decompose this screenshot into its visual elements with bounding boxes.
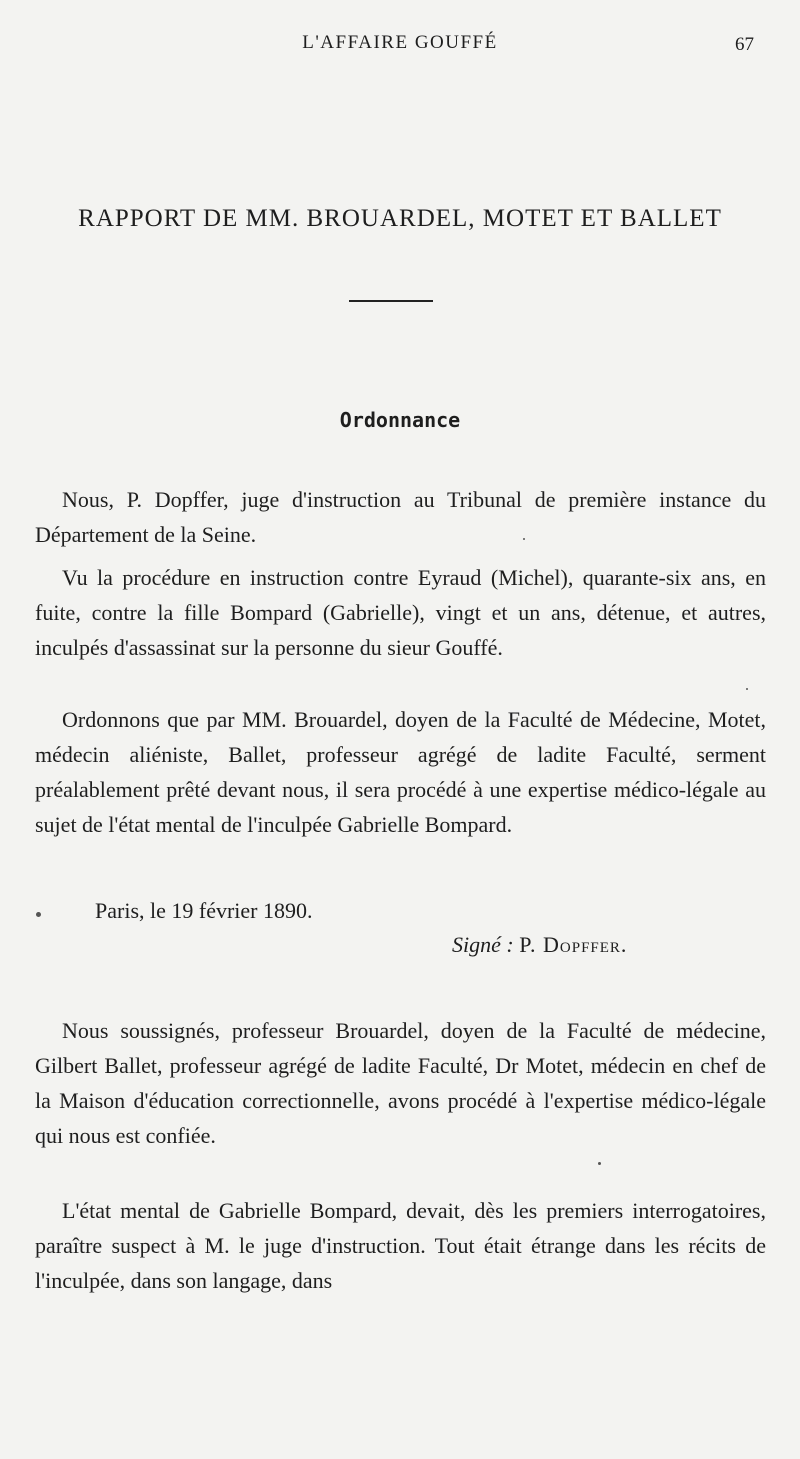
signature-label: Signé : [452,932,514,957]
ordonnance-paragraph-1: Nous, P. Dopffer, juge d'instruction au Tribunal de première instance du Département de la Seine. [35,487,766,547]
section-heading: Ordonnance [339,408,461,432]
place-and-date: Paris, le 19 février 1890. [95,898,313,923]
ordonnance-paragraph-2: Vu la procédure en instruction contre Eyraud (Michel), quarante-six ans, en fuite, contre la fille Bompard (Gabrielle), vingt et un ans, détenue, et autres, inculpés d'assassinat sur la personne du sieur Gouffé. [35,565,766,660]
running-head [0,32,800,58]
signatory-name: P. Dopffer. [519,932,628,957]
report-paragraph-1: Nous soussignés, professeur Brouardel, doyen de la Faculté de médecine, Gilbert Ballet, professeur agrégé de ladite Faculté, Dr Motet, médecin en chef de la Maison d'éducation correctionnelle, avons procédé à l'expertise médico-légale qui nous est confiée. [35,1018,766,1148]
report-paragraph-2: L'état mental de Gabrielle Bompard, devait, dès les premiers interrogatoires, paraître suspect à M. le juge d'instruction. Tout était étrange dans les récits de l'inculpée, dans son langage, dans [35,1198,766,1293]
running-title: L'AFFAIRE GOUFFÉ [302,32,498,53]
ordonnance-paragraph-3: Ordonnons que par MM. Brouardel, doyen de la Faculté de Médecine, Motet, médecin aliéniste, Ballet, professeur agrégé de ladite Faculté, serment préalablement prêté devant nous, il sera procédé à une expertise médico-légale au sujet de l'état mental de l'inculpée Gabrielle Bompard. [35,707,766,837]
signature-line [452,932,627,958]
page-number: 67 [735,34,754,55]
report-title: RAPPORT DE MM. BROUARDEL, MOTET ET BALLET [78,205,722,232]
title-rule [349,300,433,302]
